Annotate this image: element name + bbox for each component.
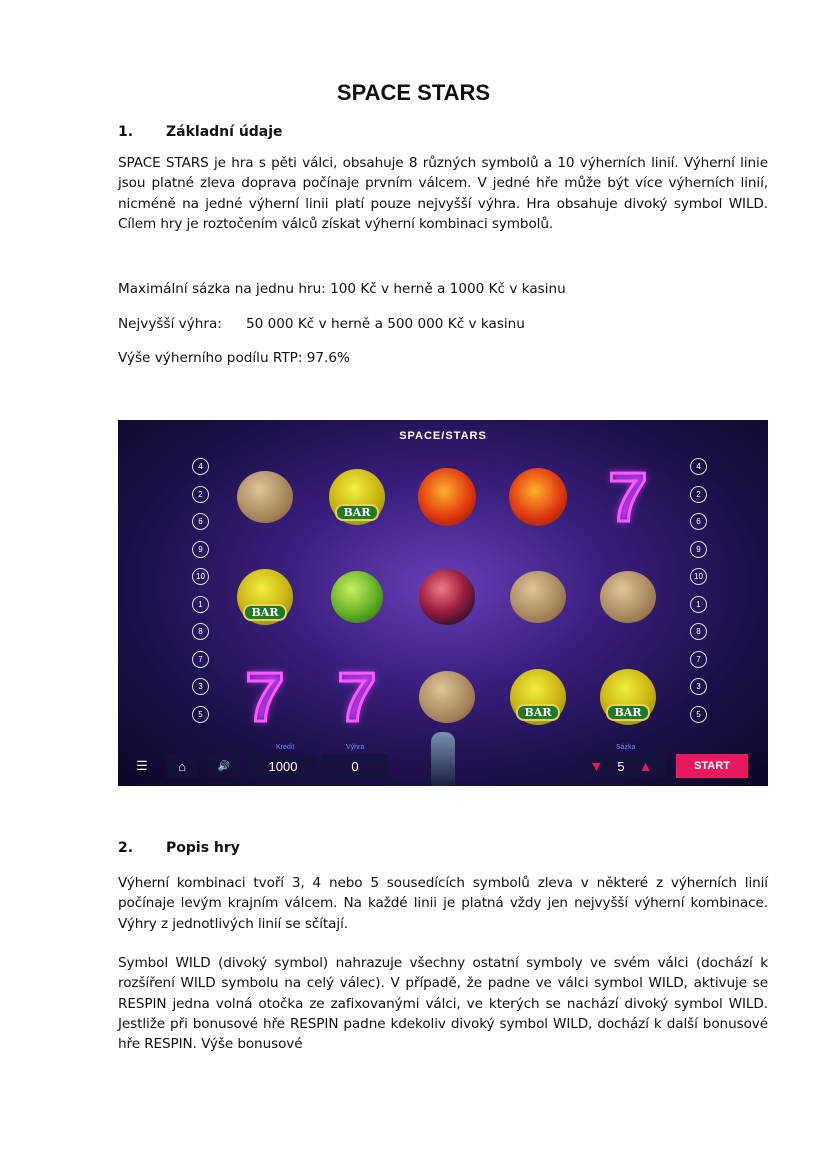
page-title: SPACE STARS xyxy=(336,80,491,105)
payline-number: 7 xyxy=(192,651,209,668)
win-label: Výhra xyxy=(346,744,365,751)
bar-label: BAR xyxy=(606,704,650,721)
credit-label: Kredit xyxy=(276,744,295,751)
section-number: 1. xyxy=(118,124,134,140)
swirl-planet-symbol-icon xyxy=(419,569,475,625)
rock-planet-symbol-icon xyxy=(419,671,475,723)
paragraph: Symbol WILD (divoký symbol) nahrazuje všechny ostatní symboly ve svém válci (dochází k rozšíření WILD symbolu na celý válec). V případě, že padne ve válci symbol WILD, aktivuje se RESPIN jedna volná otočka ze zafixovanými válci, ve kterých se nachází divoký symbol WILD. Jestliže při bonusové hře RESPIN padne kdekoliv divoký symbol WILD, dochází k další bonusové hře RESPIN. Výše bonusové xyxy=(118,955,768,1053)
fire-planet-symbol-icon xyxy=(509,468,567,526)
paylines-right xyxy=(690,458,710,733)
payline-number: 5 xyxy=(690,706,707,723)
bar-planet-symbol-icon xyxy=(600,669,656,725)
menu-icon[interactable]: ☰ xyxy=(136,758,148,773)
home-icon[interactable]: ⌂ xyxy=(166,754,198,778)
bet-increase-icon[interactable]: ▲ xyxy=(638,758,653,774)
fire-planet-symbol-icon xyxy=(418,468,476,526)
start-button[interactable]: START xyxy=(676,754,748,778)
credit-value: 1000 xyxy=(248,754,318,778)
section-number: 2. xyxy=(118,840,134,856)
game-screenshot xyxy=(118,420,768,786)
section-heading xyxy=(118,840,240,856)
payline-number: 4 xyxy=(690,458,707,475)
reel-cell xyxy=(234,566,296,628)
payline-number: 10 xyxy=(192,568,209,585)
max-win-line xyxy=(118,316,525,332)
paragraph: Výherní kombinaci tvoří 3, 4 nebo 5 sousedících symbolů zleva v některé z výherních linií počínaje levým krajním válcem. Na každé linii je platná vždy jen nejvyšší výherní kombinace. Výhry z jednotlivých linií se sčítají. xyxy=(118,875,768,932)
seven-symbol-icon: 7 xyxy=(608,458,648,536)
rock-planet-symbol-icon xyxy=(237,471,293,523)
payline-number: 1 xyxy=(192,596,209,613)
reel-cell xyxy=(597,458,659,536)
bet-decrease-icon[interactable]: ▼ xyxy=(589,758,604,774)
sound-icon[interactable]: 🔊 xyxy=(208,754,240,778)
reel-cell xyxy=(416,666,478,728)
reel-cell xyxy=(597,666,659,728)
payline-number: 2 xyxy=(192,486,209,503)
payline-number: 8 xyxy=(192,623,209,640)
payline-number: 10 xyxy=(690,568,707,585)
reel-cell xyxy=(416,566,478,628)
payline-number: 5 xyxy=(192,706,209,723)
payline-number: 4 xyxy=(192,458,209,475)
payline-number: 3 xyxy=(192,678,209,695)
bar-label: BAR xyxy=(335,504,379,521)
seven-symbol-icon: 7 xyxy=(337,658,377,736)
payline-number: 6 xyxy=(690,513,707,530)
bar-label: BAR xyxy=(516,704,560,721)
bet-label: Sázka xyxy=(616,744,636,751)
reel-cell xyxy=(597,566,659,628)
rtp-line: Výše výherního podílu RTP: 97.6% xyxy=(118,350,350,366)
paylines-left xyxy=(192,458,212,733)
bar-planet-symbol-icon xyxy=(329,469,385,525)
bet-stepper[interactable] xyxy=(576,754,666,778)
section-title: Základní údaje xyxy=(166,124,283,140)
reel-cell xyxy=(234,658,296,736)
reel-cell xyxy=(507,566,569,628)
section-title: Popis hry xyxy=(166,840,240,856)
payline-number: 1 xyxy=(690,596,707,613)
paragraph: SPACE STARS je hra s pěti válci, obsahuje 8 různých symbolů a 10 výherních linií. Výherní linie jsou platné zleva doprava počínaje prvním válcem. V jedné hře může být více výherních linií, nicméně na jedné výherní linii platí pouze nejvyšší výhra. Hra obsahuje divoký symbol WILD. Cílem hry je roztočením válců získat výherní kombinaci symbolů. xyxy=(118,155,768,232)
max-bet-line: Maximální sázka na jednu hru: 100 Kč v herně a 1000 Kč v kasinu xyxy=(118,281,566,297)
reel-cell xyxy=(507,466,569,528)
payline-number: 8 xyxy=(690,623,707,640)
max-win-label: Nejvyšší výhra: xyxy=(118,316,222,332)
reel-cell xyxy=(234,466,296,528)
reel-cell xyxy=(416,466,478,528)
reel-cell xyxy=(507,666,569,728)
reel-cell xyxy=(326,466,388,528)
reel-cell xyxy=(326,566,388,628)
game-logo: SPACE/STARS xyxy=(399,430,487,442)
payline-number: 2 xyxy=(690,486,707,503)
payline-number: 7 xyxy=(690,651,707,668)
payline-number: 3 xyxy=(690,678,707,695)
payline-number: 9 xyxy=(192,541,209,558)
bet-value: 5 xyxy=(617,758,625,774)
game-control-bar xyxy=(118,744,768,786)
payline-number: 9 xyxy=(690,541,707,558)
win-value: 0 xyxy=(322,754,388,778)
green-planet-symbol-icon xyxy=(331,571,383,623)
bar-planet-symbol-icon xyxy=(510,669,566,725)
max-win-value: 50 000 Kč v herně a 500 000 Kč v kasinu xyxy=(246,316,525,332)
payline-number: 6 xyxy=(192,513,209,530)
seven-symbol-icon: 7 xyxy=(245,658,285,736)
bar-label: BAR xyxy=(243,604,287,621)
rock-planet-symbol-icon xyxy=(510,571,566,623)
rock-planet-symbol-icon xyxy=(600,571,656,623)
reel-cell xyxy=(326,658,388,736)
section-heading xyxy=(118,124,283,140)
bar-planet-symbol-icon xyxy=(237,569,293,625)
